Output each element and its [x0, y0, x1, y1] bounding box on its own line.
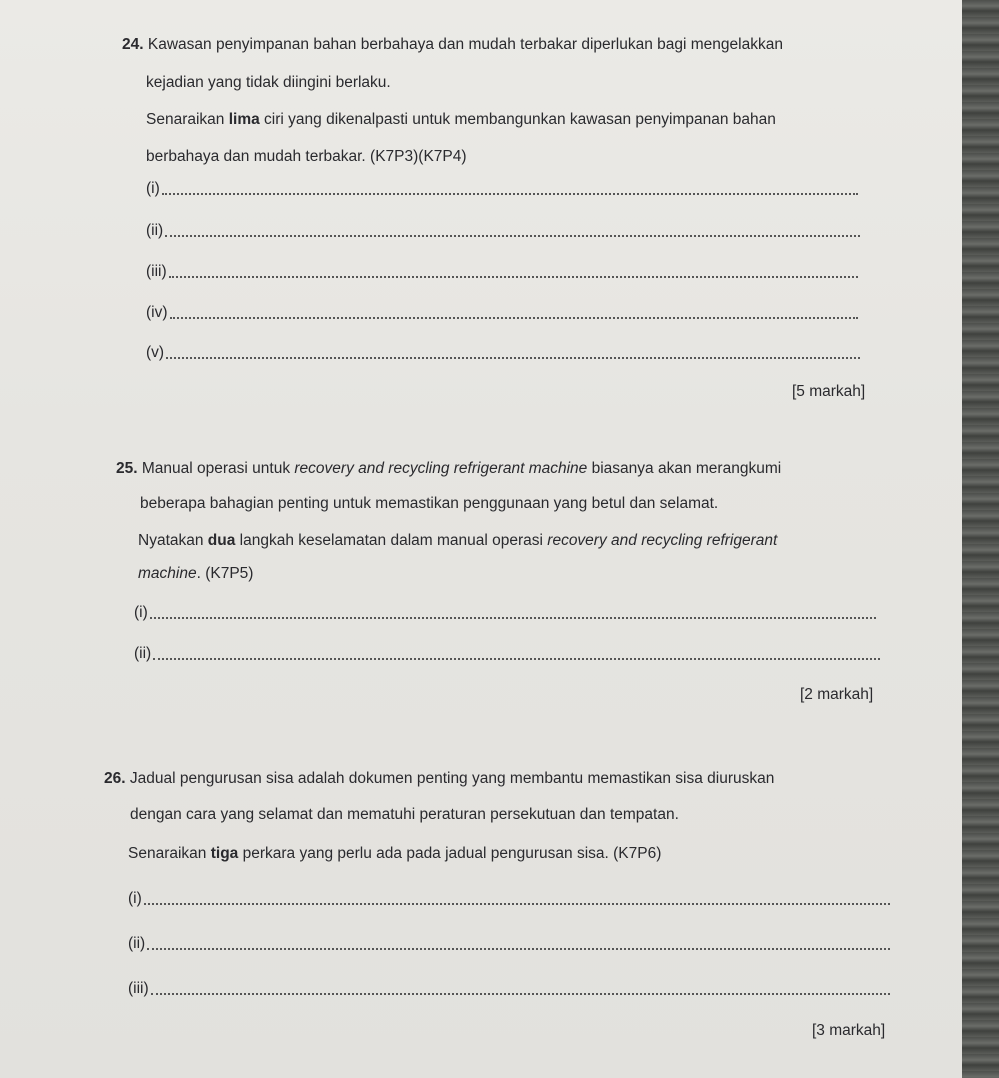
q24-marks: [5 markah]	[792, 383, 866, 400]
q26-instruction-line1	[128, 845, 661, 863]
q25-answer-1[interactable]	[134, 604, 876, 622]
q24-instruction-line2: berbahaya dan mudah terbakar. (K7P3)(K7P4)	[146, 148, 467, 165]
q26-number: 26.	[104, 770, 126, 787]
q25-inst-b: dua	[207, 532, 236, 549]
q25-stem-line2: beberapa bahagian penting untuk memastikan penggunaan yang betul dan selamat.	[140, 495, 719, 512]
answer-label: (ii)	[128, 935, 146, 952]
q26-marks: [3 markah]	[812, 1022, 886, 1039]
q24-stem-line1	[122, 36, 783, 54]
q25-stem-a: Manual operasi untuk	[141, 460, 295, 477]
q25-inst-c: langkah keselamatan dalam manual operasi	[235, 532, 548, 549]
answer-label: (v)	[146, 344, 165, 361]
q25-inst-a: Nyatakan	[138, 532, 208, 549]
q25-marks: [2 markah]	[800, 686, 874, 703]
q24-stem-line2: kejadian yang tidak diingini berlaku.	[146, 74, 391, 91]
q26-answer-3[interactable]	[128, 980, 890, 998]
q24-answer-3[interactable]	[146, 263, 858, 281]
q26-inst-c: perkara yang perlu ada pada jadual pengurusan sisa. (K7P6)	[238, 845, 662, 862]
q25-stem-line1	[116, 460, 781, 478]
q24-number: 24.	[122, 36, 144, 53]
answer-label: (i)	[146, 180, 160, 197]
q24-stem-text1: Kawasan penyimpanan bahan berbahaya dan mudah terbakar diperlukan bagi mengelakkan	[147, 36, 783, 53]
answer-label: (i)	[134, 604, 148, 621]
answer-dotted-line	[153, 657, 880, 660]
q24-answer-5[interactable]	[146, 344, 860, 362]
q26-answer-1[interactable]	[128, 890, 890, 908]
answer-dotted-line	[144, 902, 890, 905]
answer-dotted-line	[151, 992, 890, 995]
q26-stem-line1	[104, 770, 774, 788]
q25-stem-b: recovery and recycling refrigerant machine	[294, 460, 588, 477]
answer-label: (iii)	[128, 980, 149, 997]
q25-answer-2[interactable]	[134, 645, 880, 663]
page-edge-background	[962, 0, 999, 1078]
q24-answer-4[interactable]	[146, 304, 858, 322]
q26-stem-line2: dengan cara yang selamat dan mematuhi peraturan persekutuan dan tempatan.	[130, 806, 679, 823]
answer-label: (iii)	[146, 263, 167, 280]
q24-answer-2[interactable]	[146, 222, 860, 240]
answer-dotted-line	[165, 234, 860, 237]
answer-label: (iv)	[146, 304, 168, 321]
q26-inst-b: tiga	[210, 845, 239, 862]
q26-stem-text1: Jadual pengurusan sisa adalah dokumen penting yang membantu memastikan sisa diuruskan	[129, 770, 775, 787]
q26-inst-a: Senaraikan	[128, 845, 211, 862]
answer-dotted-line	[169, 275, 858, 278]
q25-inst2-a: machine	[138, 565, 197, 582]
q25-inst2-b: . (K7P5)	[196, 565, 254, 582]
q24-inst-a: Senaraikan	[146, 111, 229, 128]
q24-inst-b: lima	[228, 111, 260, 128]
q24-inst-c: ciri yang dikenalpasti untuk membangunkan kawasan penyimpanan bahan	[259, 111, 776, 128]
answer-label: (ii)	[146, 222, 164, 239]
q25-number: 25.	[116, 460, 138, 477]
answer-label: (ii)	[134, 645, 152, 662]
answer-dotted-line	[162, 192, 858, 195]
answer-label: (i)	[128, 890, 142, 907]
q26-answer-2[interactable]	[128, 935, 890, 953]
answer-dotted-line	[150, 616, 876, 619]
q25-instruction-line1	[138, 532, 777, 550]
q24-answer-1[interactable]	[146, 180, 858, 198]
answer-dotted-line	[170, 316, 858, 319]
q25-instruction-line2	[138, 565, 253, 583]
q24-instruction-line1	[146, 111, 776, 129]
q25-inst-d: recovery and recycling refrigerant	[547, 532, 778, 549]
answer-dotted-line	[166, 356, 860, 359]
q25-stem-c: biasanya akan merangkumi	[587, 460, 782, 477]
answer-dotted-line	[147, 947, 890, 950]
